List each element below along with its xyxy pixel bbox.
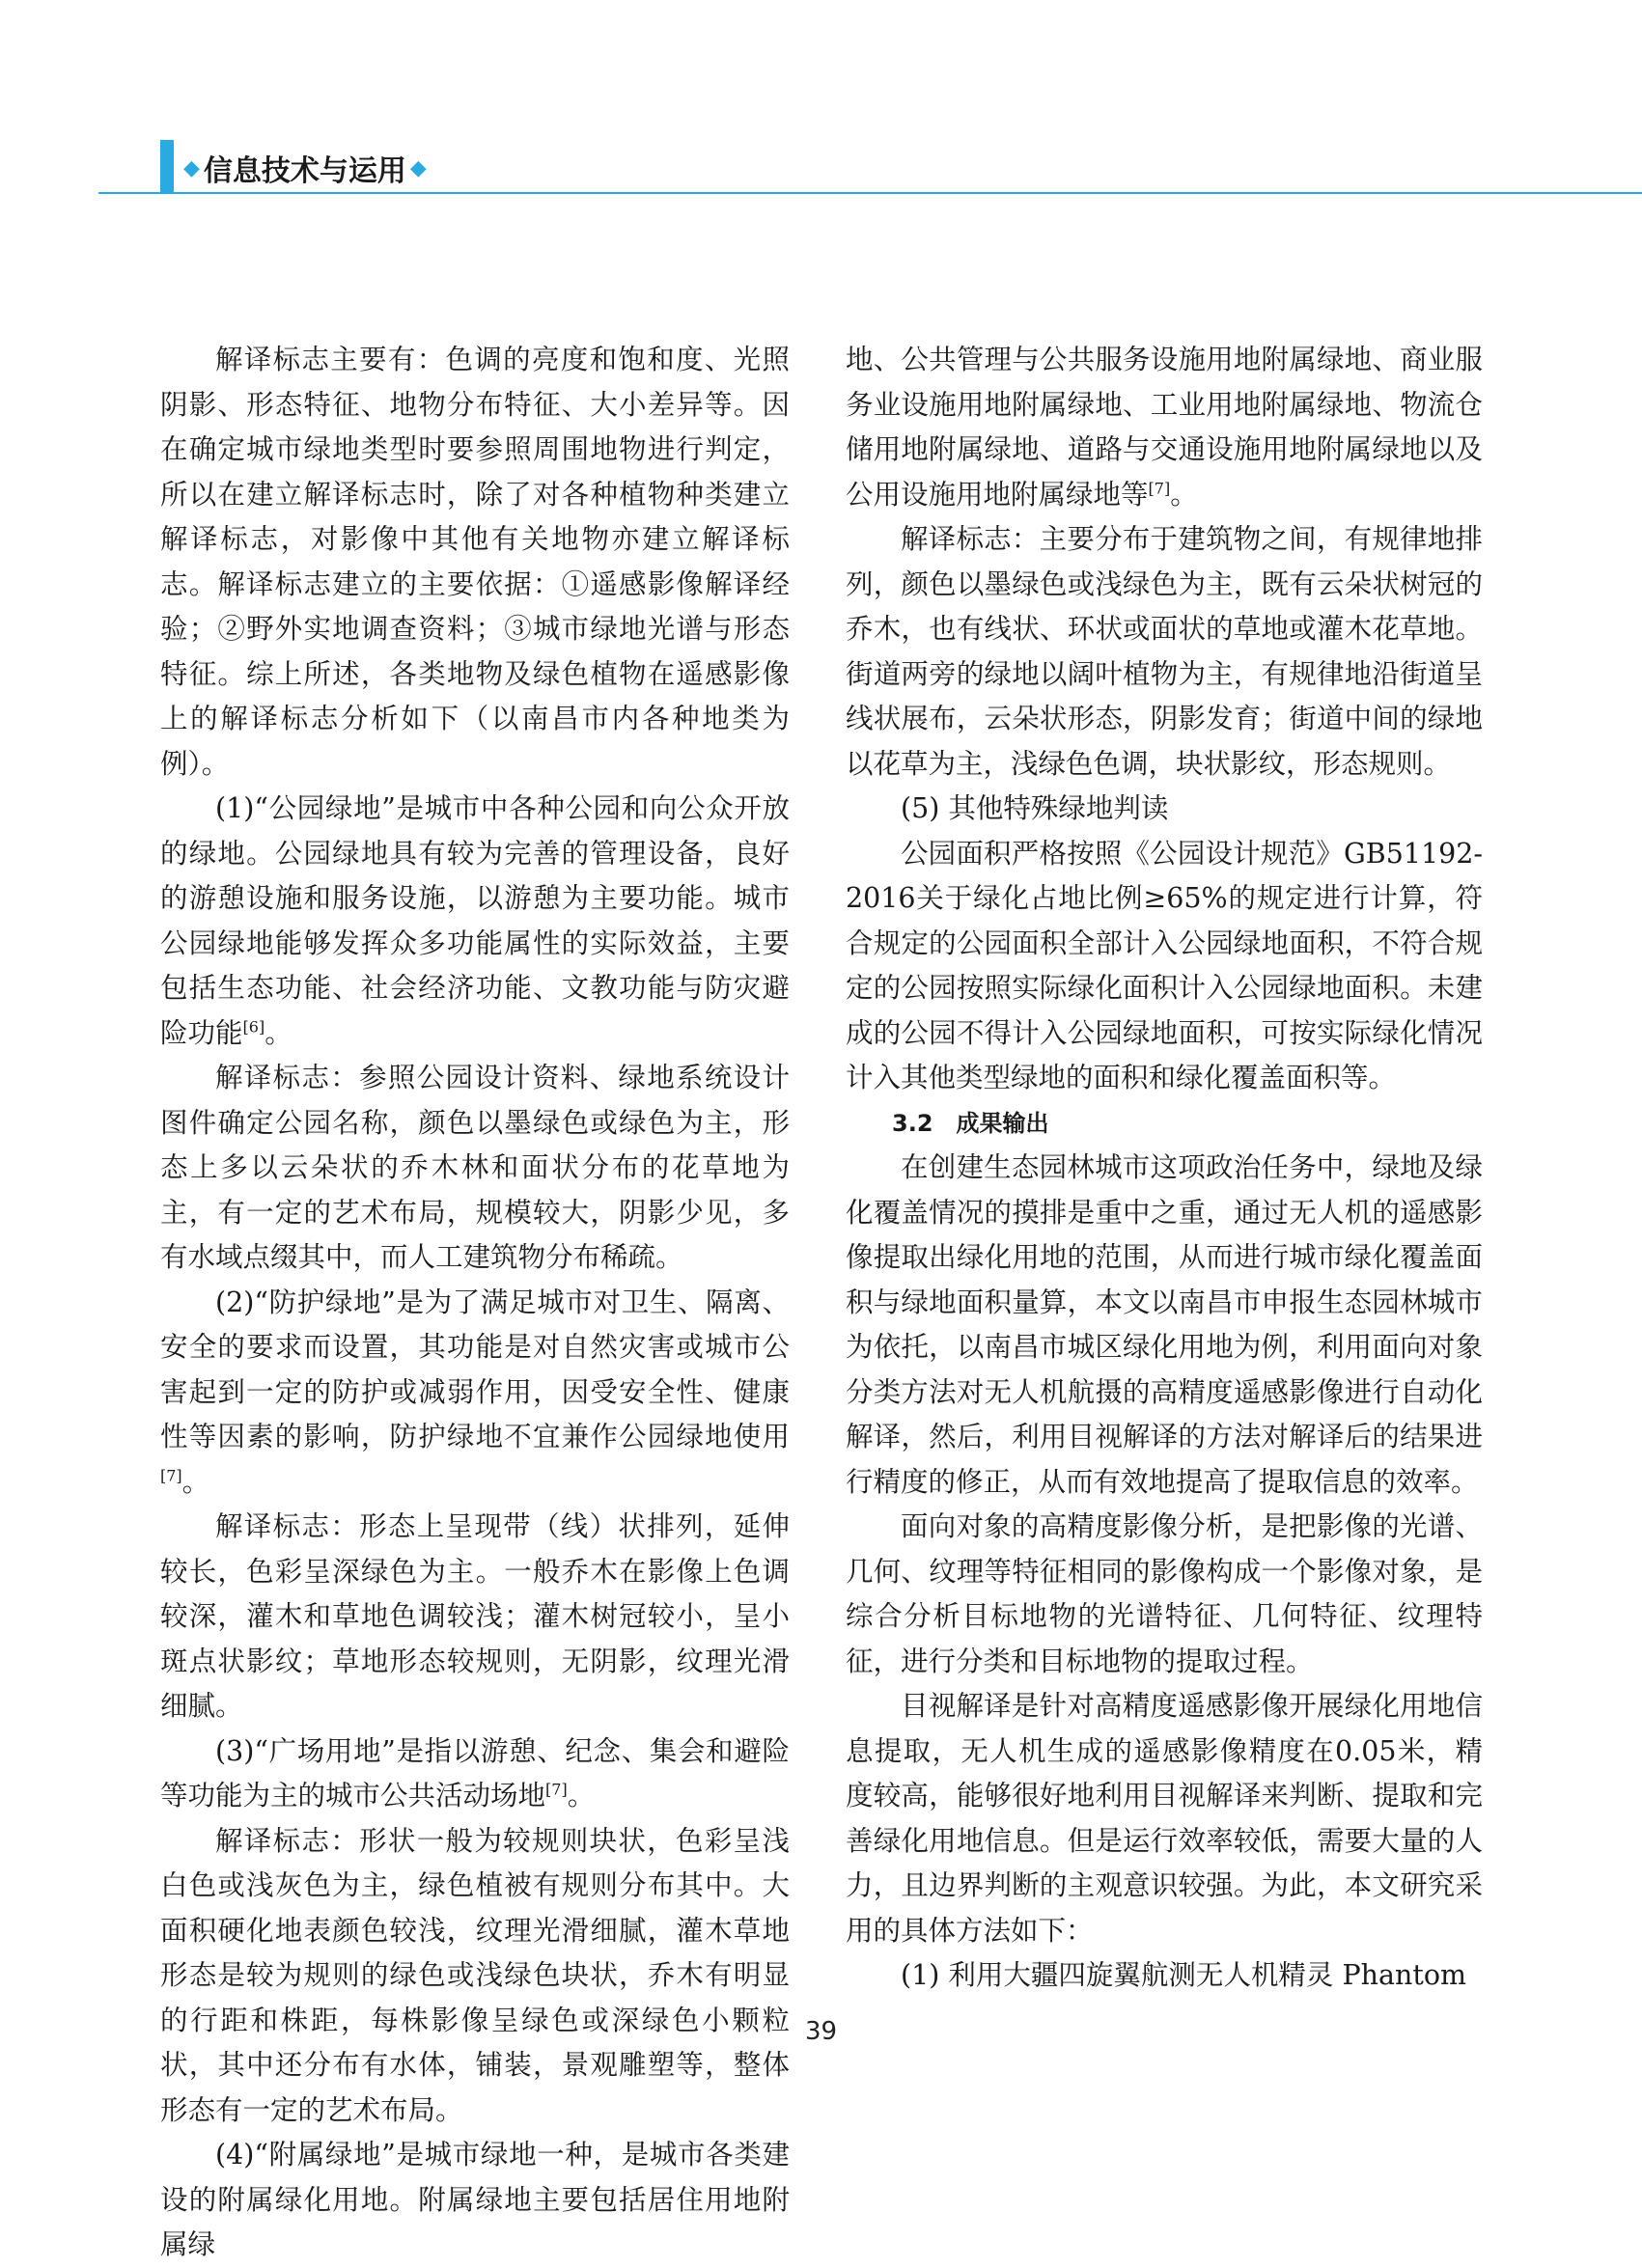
header-rule — [98, 192, 1642, 194]
paragraph — [846, 1146, 1483, 1505]
citation-ref: [7] — [545, 1780, 568, 1799]
paragraph — [846, 517, 1483, 787]
paragraph — [160, 1281, 790, 1506]
paragraph-text: 地、公共管理与公共服务设施用地附属绿地、商业服务业设施用地附属绿地、工业用地附属绿地、物流仓储用地附属绿地、道路与交通设施用地附属绿地以及公用设施用地附属绿地等 — [846, 344, 1483, 511]
diamond-left-icon: ◆ — [183, 155, 200, 180]
paragraph-text: (5) 其他特殊绿地判读 — [901, 792, 1169, 824]
paragraph — [160, 338, 790, 787]
paragraph — [846, 1505, 1483, 1684]
paragraph — [846, 338, 1483, 517]
left-column — [160, 338, 790, 2268]
paragraph — [160, 2133, 790, 2268]
paragraph-text: 公园面积严格按照《公园设计规范》GB51192-2016关于绿化占地比例≥65%的规定进行计算，符合规定的公园面积全部计入公园绿地面积，不符合规定的公园按照实际绿化面积计入公园绿地面积。未建成的公园不得计入公园绿地面积，可按实际绿化情况计入其他类型绿地的面积和绿化覆盖面积等。 — [846, 837, 1483, 1093]
paragraph-text: (4)“附属绿地”是城市绿地一种，是城市各类建设的附属绿化用地。附属绿地主要包括居住用地附属绿 — [160, 2139, 790, 2260]
section-header — [180, 147, 431, 189]
paragraph-text: 解译标志：主要分布于建筑物之间，有规律地排列，颜色以墨绿色或浅绿色为主，既有云朵状树冠的乔木，也有线状、环状或面状的草地或灌木花草地。街道两旁的绿地以阔叶植物为主，有规律地沿街道呈线状展布，云朵状形态，阴影发育；街道中间的绿地以花草为主，浅绿色色调，块状影纹，形态规则。 — [846, 523, 1483, 780]
section-header-title: 信息技术与运用 — [203, 154, 406, 188]
paragraph — [846, 832, 1483, 1101]
header-accent-bar — [160, 140, 174, 194]
paragraph-text: 解译标志：形状一般为较规则块状，色彩呈浅白色或浅灰色为主，绿色植被有规则分布其中。大面积硬化地表颜色较浅，纹理光滑细腻，灌木草地形态是较为规则的绿色或浅绿色块状，乔木有明显的行距和株距，每株影像呈绿色或深绿色小颗粒状，其中还分布有水体，铺装，景观雕塑等，整体形态有一定的艺术布局。 — [160, 1824, 790, 2126]
paragraph — [160, 1819, 790, 2134]
paragraph-text: 目视解译是针对高精度遥感影像开展绿化用地信息提取，无人机生成的遥感影像精度在0.05米，精度较高，能够很好地利用目视解译来判断、提取和完善绿化用地信息。但是运行效率较低，需要大量的人力，且边界判断的主观意识较强。为此，本文研究采用的具体方法如下： — [846, 1690, 1483, 1947]
citation-ref: [7] — [160, 1466, 182, 1484]
paragraph-end: 。 — [567, 1780, 596, 1812]
citation-ref: [6] — [242, 1017, 265, 1036]
paragraph-text: (2)“防护绿地”是为了满足城市对卫生、隔离、安全的要求而设置，其功能是对自然灾害或城市公害起到一定的防护或减弱作用，因受安全性、健康性等因素的影响，防护绿地不宜兼作公园绿地使用 — [160, 1286, 790, 1452]
paragraph — [846, 1953, 1483, 1999]
right-column — [846, 338, 1483, 1999]
paragraph-end: 。 — [181, 1465, 210, 1498]
paragraph-text: 在创建生态园林城市这项政治任务中，绿地及绿化覆盖情况的摸排是重中之重，通过无人机的遥感影像提取出绿化用地的范围，从而进行城市绿化覆盖面积与绿地面积量算，本文以南昌市申报生态园林城市为依托，以南昌市城区绿化用地为例，利用面向对象分类方法对无人机航摄的高精度遥感影像进行自动化解译，然后，利用目视解译的方法对解译后的结果进行精度的修正，从而有效地提高了提取信息的效率。 — [846, 1151, 1483, 1498]
paragraph — [160, 1056, 790, 1281]
paragraph-end: 。 — [264, 1016, 292, 1049]
paragraph-text: (1)“公园绿地”是城市中各种公园和向公众开放的绿地。公园绿地具有较为完善的管理设备，良好的游憩设施和服务设施，以游憩为主要功能。城市公园绿地能够发挥众多功能属性的实际效益，主要包括生态功能、社会经济功能、文教功能与防灾避险功能 — [160, 792, 790, 1049]
paragraph — [160, 1505, 790, 1729]
paragraph — [846, 787, 1483, 832]
paragraph-end: 。 — [1170, 478, 1198, 511]
citation-ref: [7] — [1148, 479, 1171, 497]
page-number: 39 — [804, 2017, 838, 2046]
paragraph-text: (1) 利用大疆四旋翼航测无人机精灵 Phantom — [901, 1959, 1467, 1991]
paragraph — [160, 787, 790, 1056]
paragraph-text: (3)“广场用地”是指以游憩、纪念、集会和避险等功能为主的城市公共活动场地 — [160, 1734, 790, 1812]
paragraph — [846, 1684, 1483, 1953]
paragraph-text: 解译标志主要有：色调的亮度和饱和度、光照阴影、形态特征、地物分布特征、大小差异等。因在确定城市绿地类型时要参照周围地物进行判定，所以在建立解译标志时，除了对各种植物种类建立解译标志，对影像中其他有关地物亦建立解译标志。解译标志建立的主要依据：①遥感影像解译经验；②野外实地调查资料；③城市绿地光谱与形态特征。综上所述，各类地物及绿色植物在遥感影像上的解译标志分析如下（以南昌市内各种地类为例）。 — [160, 344, 790, 780]
paragraph-text: 解译标志：形态上呈现带（线）状排列，延伸较长，色彩呈深绿色为主。一般乔木在影像上色调较深，灌木和草地色调较浅；灌木树冠较小，呈小斑点状影纹；草地形态较规则，无阴影，纹理光滑细腻。 — [160, 1510, 790, 1722]
paragraph-text: 3.2 成果输出 — [892, 1109, 1049, 1137]
paragraph — [160, 1729, 790, 1819]
paragraph-text: 解译标志：参照公园设计资料、绿地系统设计图件确定公园名称，颜色以墨绿色或绿色为主，形态上多以云朵状的乔木林和面状分布的花草地为主，有一定的艺术布局，规模较大，阴影少见，多有水域点缀其中，而人工建筑物分布稀疏。 — [160, 1062, 790, 1273]
paragraph — [846, 1101, 1483, 1147]
diamond-right-icon: ◆ — [409, 155, 427, 180]
paragraph-text: 面向对象的高精度影像分析，是把影像的光谱、几何、纹理等特征相同的影像构成一个影像对象，是综合分析目标地物的光谱特征、几何特征、纹理特征，进行分类和目标地物的提取过程。 — [846, 1510, 1483, 1677]
